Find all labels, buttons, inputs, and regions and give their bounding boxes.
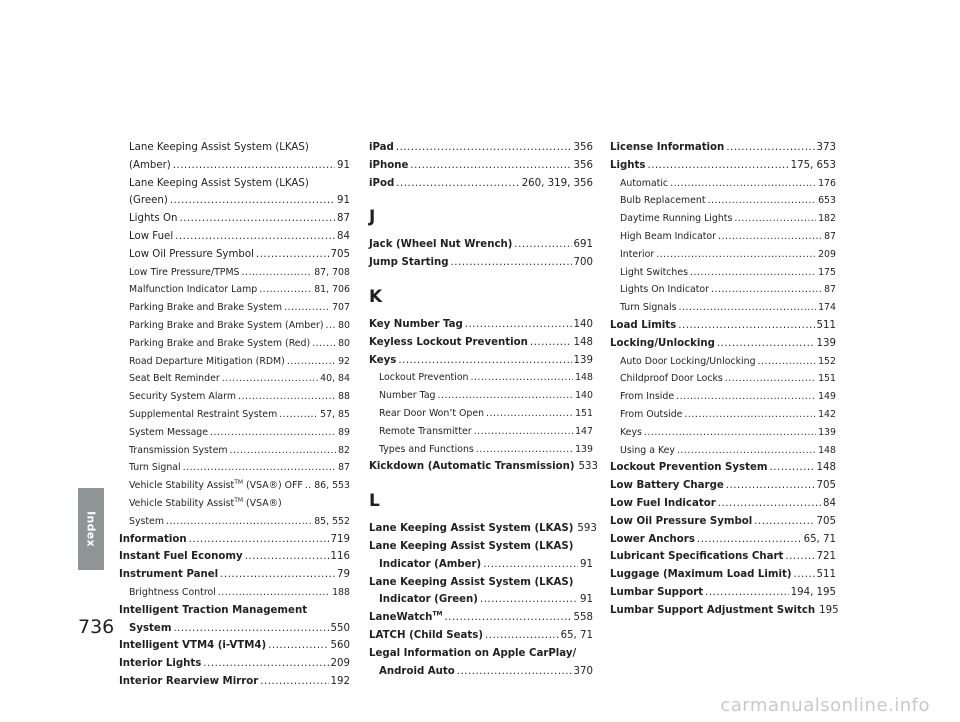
- index-entry[interactable]: (Green) ..... 91: [119, 192, 350, 210]
- index-entry[interactable]: Types and Functions ..... 139: [369, 441, 593, 459]
- index-entry[interactable]: Supplemental Restraint System ..... 57, 85: [119, 406, 350, 424]
- index-entry[interactable]: Locking/Unlocking ..... 139: [610, 335, 836, 353]
- index-entry[interactable]: Keyless Lockout Prevention ..... 148: [369, 334, 593, 352]
- index-entry: Lane Keeping Assist System (LKAS): [369, 576, 574, 588]
- index-entry[interactable]: System ..... 85, 552: [119, 513, 350, 531]
- index-entry[interactable]: Lockout Prevention System ..... 148: [610, 459, 836, 477]
- index-entry[interactable]: Luggage (Maximum Load Limit) ..... 511: [610, 566, 836, 584]
- index-entry[interactable]: Malfunction Indicator Lamp ..... 81, 706: [119, 281, 350, 299]
- index-entry[interactable]: Turn Signals ..... 174: [610, 299, 836, 317]
- index-entry[interactable]: iPhone ..... 356: [369, 157, 593, 175]
- index-entry[interactable]: Keys ..... 139: [610, 424, 836, 442]
- index-entry[interactable]: Lane Keeping Assist System (LKAS) 593: [369, 523, 597, 535]
- index-entry[interactable]: Automatic ..... 176: [610, 175, 836, 193]
- index-entry[interactable]: Low Oil Pressure Symbol ..... 705: [610, 513, 836, 531]
- index-entry[interactable]: Key Number Tag ..... 140: [369, 316, 593, 334]
- index-entry[interactable]: System Message ..... 89: [119, 424, 350, 442]
- index-entry[interactable]: Interior ..... 209: [610, 246, 836, 264]
- index-entry[interactable]: Turn Signal ..... 87: [119, 459, 350, 477]
- index-entry[interactable]: Lumbar Support ..... 194, 195: [610, 584, 836, 602]
- index-entry[interactable]: Low Fuel Indicator ..... 84: [610, 495, 836, 513]
- index-entry[interactable]: License Information ..... 373: [610, 139, 836, 157]
- index-entry[interactable]: Kickdown (Automatic Transmission) 533: [369, 461, 598, 473]
- index-entry[interactable]: Rear Door Won’t Open ..... 151: [369, 405, 593, 423]
- section-tab-label: Index: [84, 511, 98, 547]
- index-entry[interactable]: Brightness Control ..... 188: [119, 584, 350, 602]
- index-entry[interactable]: Lubricant Specifications Chart ..... 721: [610, 548, 836, 566]
- index-entry[interactable]: From Inside ..... 149: [610, 388, 836, 406]
- index-entry[interactable]: Android Auto ..... 370: [369, 663, 593, 681]
- index-entry: Lane Keeping Assist System (LKAS): [369, 540, 574, 552]
- index-entry[interactable]: Lower Anchors ..... 65, 71: [610, 531, 836, 549]
- index-entry: Legal Information on Apple CarPlay/: [369, 647, 577, 659]
- index-entry[interactable]: Light Switches ..... 175: [610, 264, 836, 282]
- index-entry[interactable]: System ..... 550: [119, 620, 350, 638]
- index-column-1: [119, 139, 350, 691]
- index-entry[interactable]: High Beam Indicator ..... 87: [610, 228, 836, 246]
- index-entry[interactable]: Parking Brake and Brake System (Red) ..... 80: [119, 335, 350, 353]
- index-entry[interactable]: Low Oil Pressure Symbol ..... 705: [119, 246, 350, 264]
- index-entry[interactable]: Interior Lights ..... 209: [119, 655, 350, 673]
- index-entry[interactable]: Lights On Indicator ..... 87: [610, 281, 836, 299]
- index-entry[interactable]: Indicator (Amber) ..... 91: [369, 556, 593, 574]
- index-entry[interactable]: iPad ..... 356: [369, 139, 593, 157]
- section-letter-k: K: [369, 286, 383, 307]
- index-entry[interactable]: Number Tag ..... 140: [369, 387, 593, 405]
- index-entry[interactable]: Security System Alarm ..... 88: [119, 388, 350, 406]
- index-entry[interactable]: Lockout Prevention ..... 148: [369, 369, 593, 387]
- index-entry: Lane Keeping Assist System (LKAS): [129, 177, 309, 189]
- index-entry: Intelligent Traction Management: [119, 604, 308, 616]
- index-entry[interactable]: LATCH (Child Seats) ..... 65, 71: [369, 627, 593, 645]
- section-letter-j: J: [369, 207, 376, 228]
- index-entry[interactable]: Indicator (Green) ..... 91: [369, 591, 593, 609]
- index-entry: Lane Keeping Assist System (LKAS): [129, 142, 309, 153]
- index-entry[interactable]: Seat Belt Reminder ..... 40, 84: [119, 370, 350, 388]
- index-entry[interactable]: Vehicle Stability Assist™ (VSA®) OFF ..... 86, 553: [119, 477, 350, 495]
- index-column-3: [610, 139, 839, 620]
- index-entry[interactable]: Road Departure Mitigation (RDM) ..... 92: [119, 353, 350, 371]
- section-letter-l: L: [369, 491, 380, 512]
- index-entry[interactable]: (Amber) ..... 91: [119, 157, 350, 175]
- index-entry[interactable]: Intelligent VTM4 (i-VTM4) ..... 560: [119, 637, 350, 655]
- index-entry[interactable]: Using a Key ..... 148: [610, 442, 836, 460]
- index-entry[interactable]: From Outside ..... 142: [610, 406, 836, 424]
- index-entry[interactable]: Keys ..... 139: [369, 352, 593, 370]
- index-entry[interactable]: Instrument Panel ..... 79: [119, 566, 350, 584]
- page-number: 736: [78, 616, 115, 638]
- index-entry[interactable]: Parking Brake and Brake System (Amber) ..... 80: [119, 317, 350, 335]
- index-entry[interactable]: Transmission System ..... 82: [119, 442, 350, 460]
- index-entry[interactable]: Instant Fuel Economy ..... 116: [119, 548, 350, 566]
- index-entry[interactable]: Lights On ..... 87: [119, 210, 350, 228]
- index-entry[interactable]: Childproof Door Locks ..... 151: [610, 370, 836, 388]
- index-entry[interactable]: Bulb Replacement ..... 653: [610, 192, 836, 210]
- watermark: carmanualsonline.info: [720, 695, 930, 716]
- index-entry[interactable]: Low Battery Charge ..... 705: [610, 477, 836, 495]
- index-entry[interactable]: LaneWatch™ ..... 558: [369, 609, 593, 627]
- index-entry[interactable]: Load Limits ..... 511: [610, 317, 836, 335]
- index-entry[interactable]: Auto Door Locking/Unlocking ..... 152: [610, 353, 836, 371]
- index-entry[interactable]: Low Fuel ..... 84: [119, 228, 350, 246]
- index-entry: Vehicle Stability Assist™ (VSA®): [129, 496, 282, 509]
- index-entry[interactable]: Jack (Wheel Nut Wrench) ..... 691: [369, 236, 593, 254]
- index-entry[interactable]: Remote Transmitter ..... 147: [369, 423, 593, 441]
- index-entry[interactable]: Low Tire Pressure/TPMS ..... 87, 708: [119, 264, 350, 282]
- index-entry[interactable]: Lumbar Support Adjustment Switch 195: [610, 604, 839, 616]
- index-column-2: [369, 139, 598, 680]
- index-entry[interactable]: Parking Brake and Brake System ..... 707: [119, 299, 350, 317]
- index-entry[interactable]: Information ..... 719: [119, 531, 350, 549]
- index-entry[interactable]: Daytime Running Lights ..... 182: [610, 210, 836, 228]
- index-entry[interactable]: iPod ..... 260, 319, 356: [369, 175, 593, 193]
- index-entry[interactable]: Lights ..... 175, 653: [610, 157, 836, 175]
- index-entry[interactable]: Jump Starting ..... 700: [369, 254, 593, 272]
- index-entry[interactable]: Interior Rearview Mirror ..... 192: [119, 673, 350, 691]
